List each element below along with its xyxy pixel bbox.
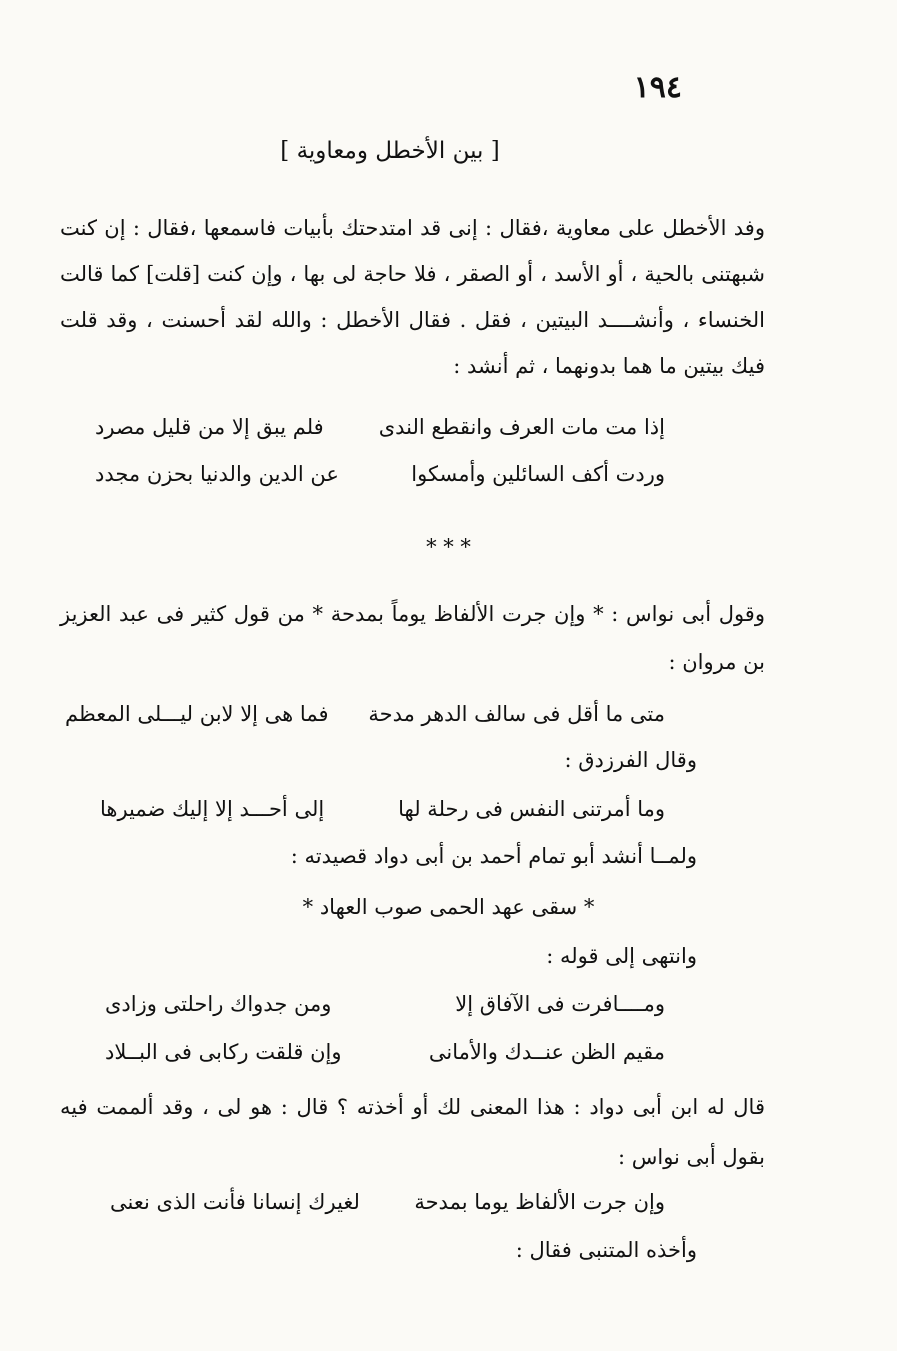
quoted-hemistich: * سقى عهد الحمى صوب العهاد * [302, 895, 595, 919]
verse-line [110, 1180, 665, 1224]
abu-nuwas-intro-paragraph: وقول أبى نواس : * وإن جرت الألفاظ يوماً بمدحة * من قول كثير فى عبد العزيز بن مروان : [60, 602, 765, 674]
verse-second-hemistich: لغيرك إنسانا فأنت الذى نعنى [110, 1190, 360, 1214]
verse-first-hemistich: إذا مت مات العرف وانقطع الندى [378, 415, 665, 439]
verse-second-hemistich: وإن قلقت ركابى فى البــلاد [105, 1040, 342, 1064]
verse-first-hemistich: ومــــافرت فى الآفاق إلا [455, 992, 665, 1016]
akhtal-paragraph: وفد الأخطل على معاوية ،فقال : إنى قد امتدحتك بأبيات فاسمعها ،فقال : إن كنت شبهتنى بالحية ، أو الأسد ، أو الصقر ، فلا حاجة لى بها ، وإن كنت [قلت] كما قالت الخنساء ، وأنشــــد البيتين ، فقل . فقال الأخطل : والله لقد أحسنت ، وقد قلت فيك بيتين ما هما بدونهما ، ثم أنشد : [60, 216, 765, 378]
section-separator: * * * [426, 535, 471, 559]
verse-first-hemistich: متى ما أقل فى سالف الدهر مدحة [368, 702, 665, 726]
verse-line [105, 1030, 665, 1074]
verse-line [95, 452, 665, 496]
section-heading: [ بين الأخطل ومعاوية ] [280, 138, 500, 164]
verse-line [65, 692, 665, 736]
closing-line: وأخذه المتنبى فقال : [515, 1238, 697, 1262]
verse-second-hemistich: إلى أحـــد إلا إليك ضميرها [100, 797, 325, 821]
verse-line [105, 982, 665, 1026]
question-paragraph: قال له ابن أبى دواد : هذا المعنى لك أو أخذته ؟ قال : هو لى ، وقد ألممت فيه بقول أبى نواس : [60, 1095, 765, 1169]
verse-first-hemistich: وما أمرتنى النفس فى رحلة لها [398, 797, 665, 821]
page-number: ١٩٤ [633, 70, 682, 105]
verse-first-hemistich: وإن جرت الألفاظ يوما بمدحة [414, 1190, 665, 1214]
verse-second-hemistich: فما هى إلا لابن ليـــلى المعظم [65, 702, 329, 726]
verse-second-hemistich: فلم يبق إلا من قليل مصرد [95, 415, 324, 439]
farazdaq-intro: وقال الفرزدق : [564, 748, 697, 772]
verse-line [95, 405, 665, 449]
verse-first-hemistich: مقيم الظن عنــدك والأمانى [428, 1040, 665, 1064]
verse-first-hemistich: وردت أكف السائلين وأمسكوا [411, 462, 665, 486]
verse-line [100, 787, 665, 831]
verse-second-hemistich: ومن جدواك راحلتى وزادى [105, 992, 332, 1016]
verse-second-hemistich: عن الدين والدنيا بحزن مجدد [95, 462, 339, 486]
abu-tammam-intro: ولمــا أنشد أبو تمام أحمد بن أبى دواد قصيدته : [290, 844, 697, 868]
ending-intro: وانتهى إلى قوله : [546, 944, 697, 968]
